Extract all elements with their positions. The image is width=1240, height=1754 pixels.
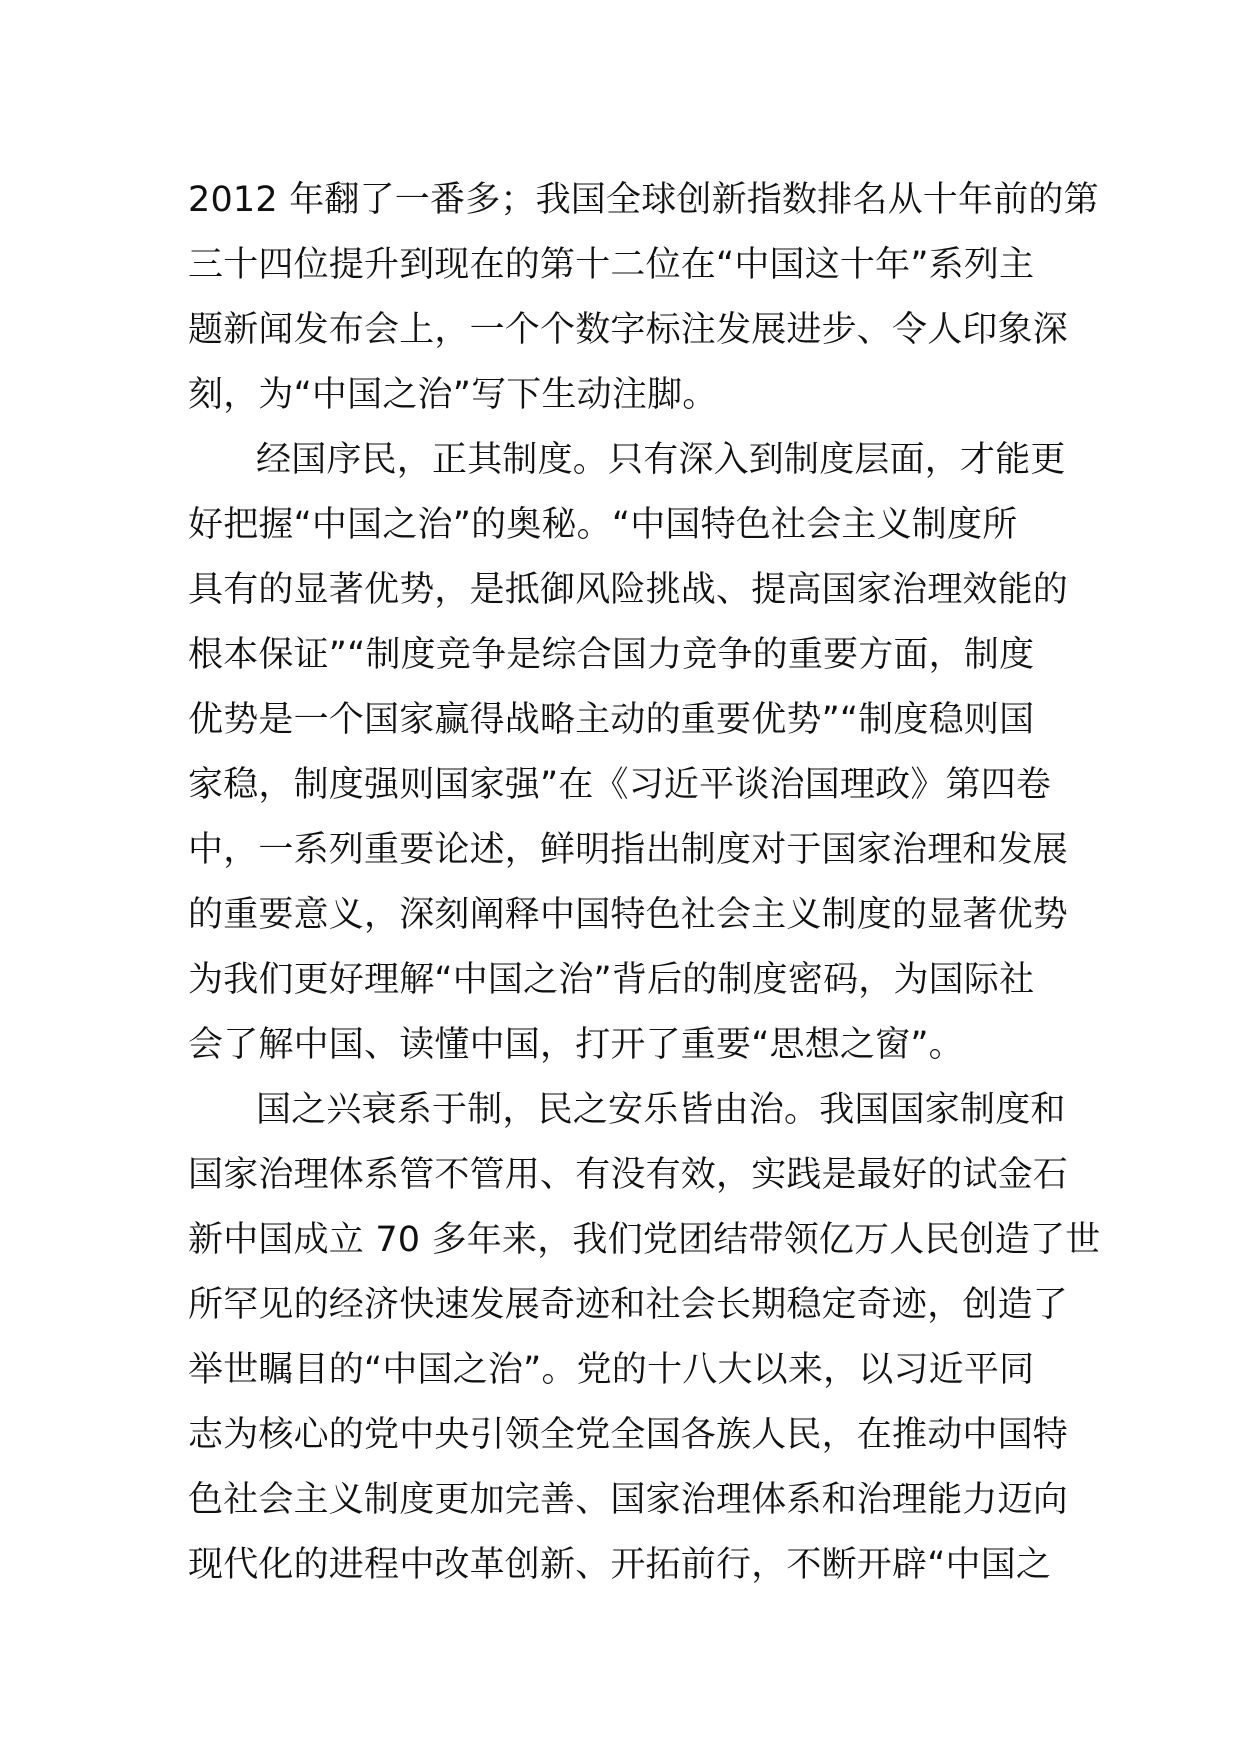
- text-line: 根本保证”“制度竞争是综合国力竞争的重要方面，制度: [188, 635, 1035, 675]
- text-line: 所罕见的经济快速发展奇迹和社会长期稳定奇迹，创造了: [188, 1285, 1069, 1325]
- text-line: 三十四位提升到现在的第十二位在“中国这十年”系列主: [188, 245, 1035, 285]
- text-line: 家稳，制度强则国家强”在《习近平谈治国理政》第四卷: [188, 765, 1052, 805]
- paragraph-first-line: 国之兴衰系于制，民之安乐皆由治。我国国家制度和: [256, 1090, 1066, 1130]
- text-line: 色社会主义制度更加完善、国家治理体系和治理能力迈向: [188, 1480, 1069, 1520]
- text-line: 题新闻发布会上，一个个数字标注发展进步、令人印象深: [188, 310, 1069, 350]
- text-line: 新中国成立 70 多年来，我们党团结带领亿万人民创造了世: [188, 1220, 1101, 1260]
- text-line: 好把握“中国之治”的奥秘。“中国特色社会主义制度所: [188, 505, 1018, 545]
- body-text: [188, 168, 1101, 1598]
- text-line: 2012 年翻了一番多；我国全球创新指数排名从十年前的第: [188, 180, 1099, 220]
- text-line: 为我们更好理解“中国之治”背后的制度密码，为国际社: [188, 960, 1035, 1000]
- text-line: 举世瞩目的“中国之治”。党的十八大以来，以习近平同: [188, 1350, 1035, 1390]
- paragraph-first-line: 经国序民，正其制度。只有深入到制度层面，才能更: [256, 440, 1066, 480]
- text-line: 国家治理体系管不管用、有没有效，实践是最好的试金石: [188, 1155, 1069, 1195]
- text-line: 志为核心的党中央引领全党全国各族人民，在推动中国特: [188, 1415, 1069, 1455]
- text-line: 刻，为“中国之治”写下生动注脚。: [188, 375, 718, 415]
- text-line: 中，一系列重要论述，鲜明指出制度对于国家治理和发展: [188, 830, 1069, 870]
- text-line: 现代化的进程中改革创新、开拓前行，不断开辟“中国之: [188, 1545, 1052, 1585]
- text-line: 会了解中国、读懂中国，打开了重要“思想之窗”。: [188, 1025, 964, 1065]
- text-line: 的重要意义，深刻阐释中国特色社会主义制度的显著优势: [188, 895, 1069, 935]
- text-line: 具有的显著优势，是抵御风险挑战、提高国家治理效能的: [188, 570, 1069, 610]
- text-line: 优势是一个国家赢得战略主动的重要优势”“制度稳则国: [188, 700, 1035, 740]
